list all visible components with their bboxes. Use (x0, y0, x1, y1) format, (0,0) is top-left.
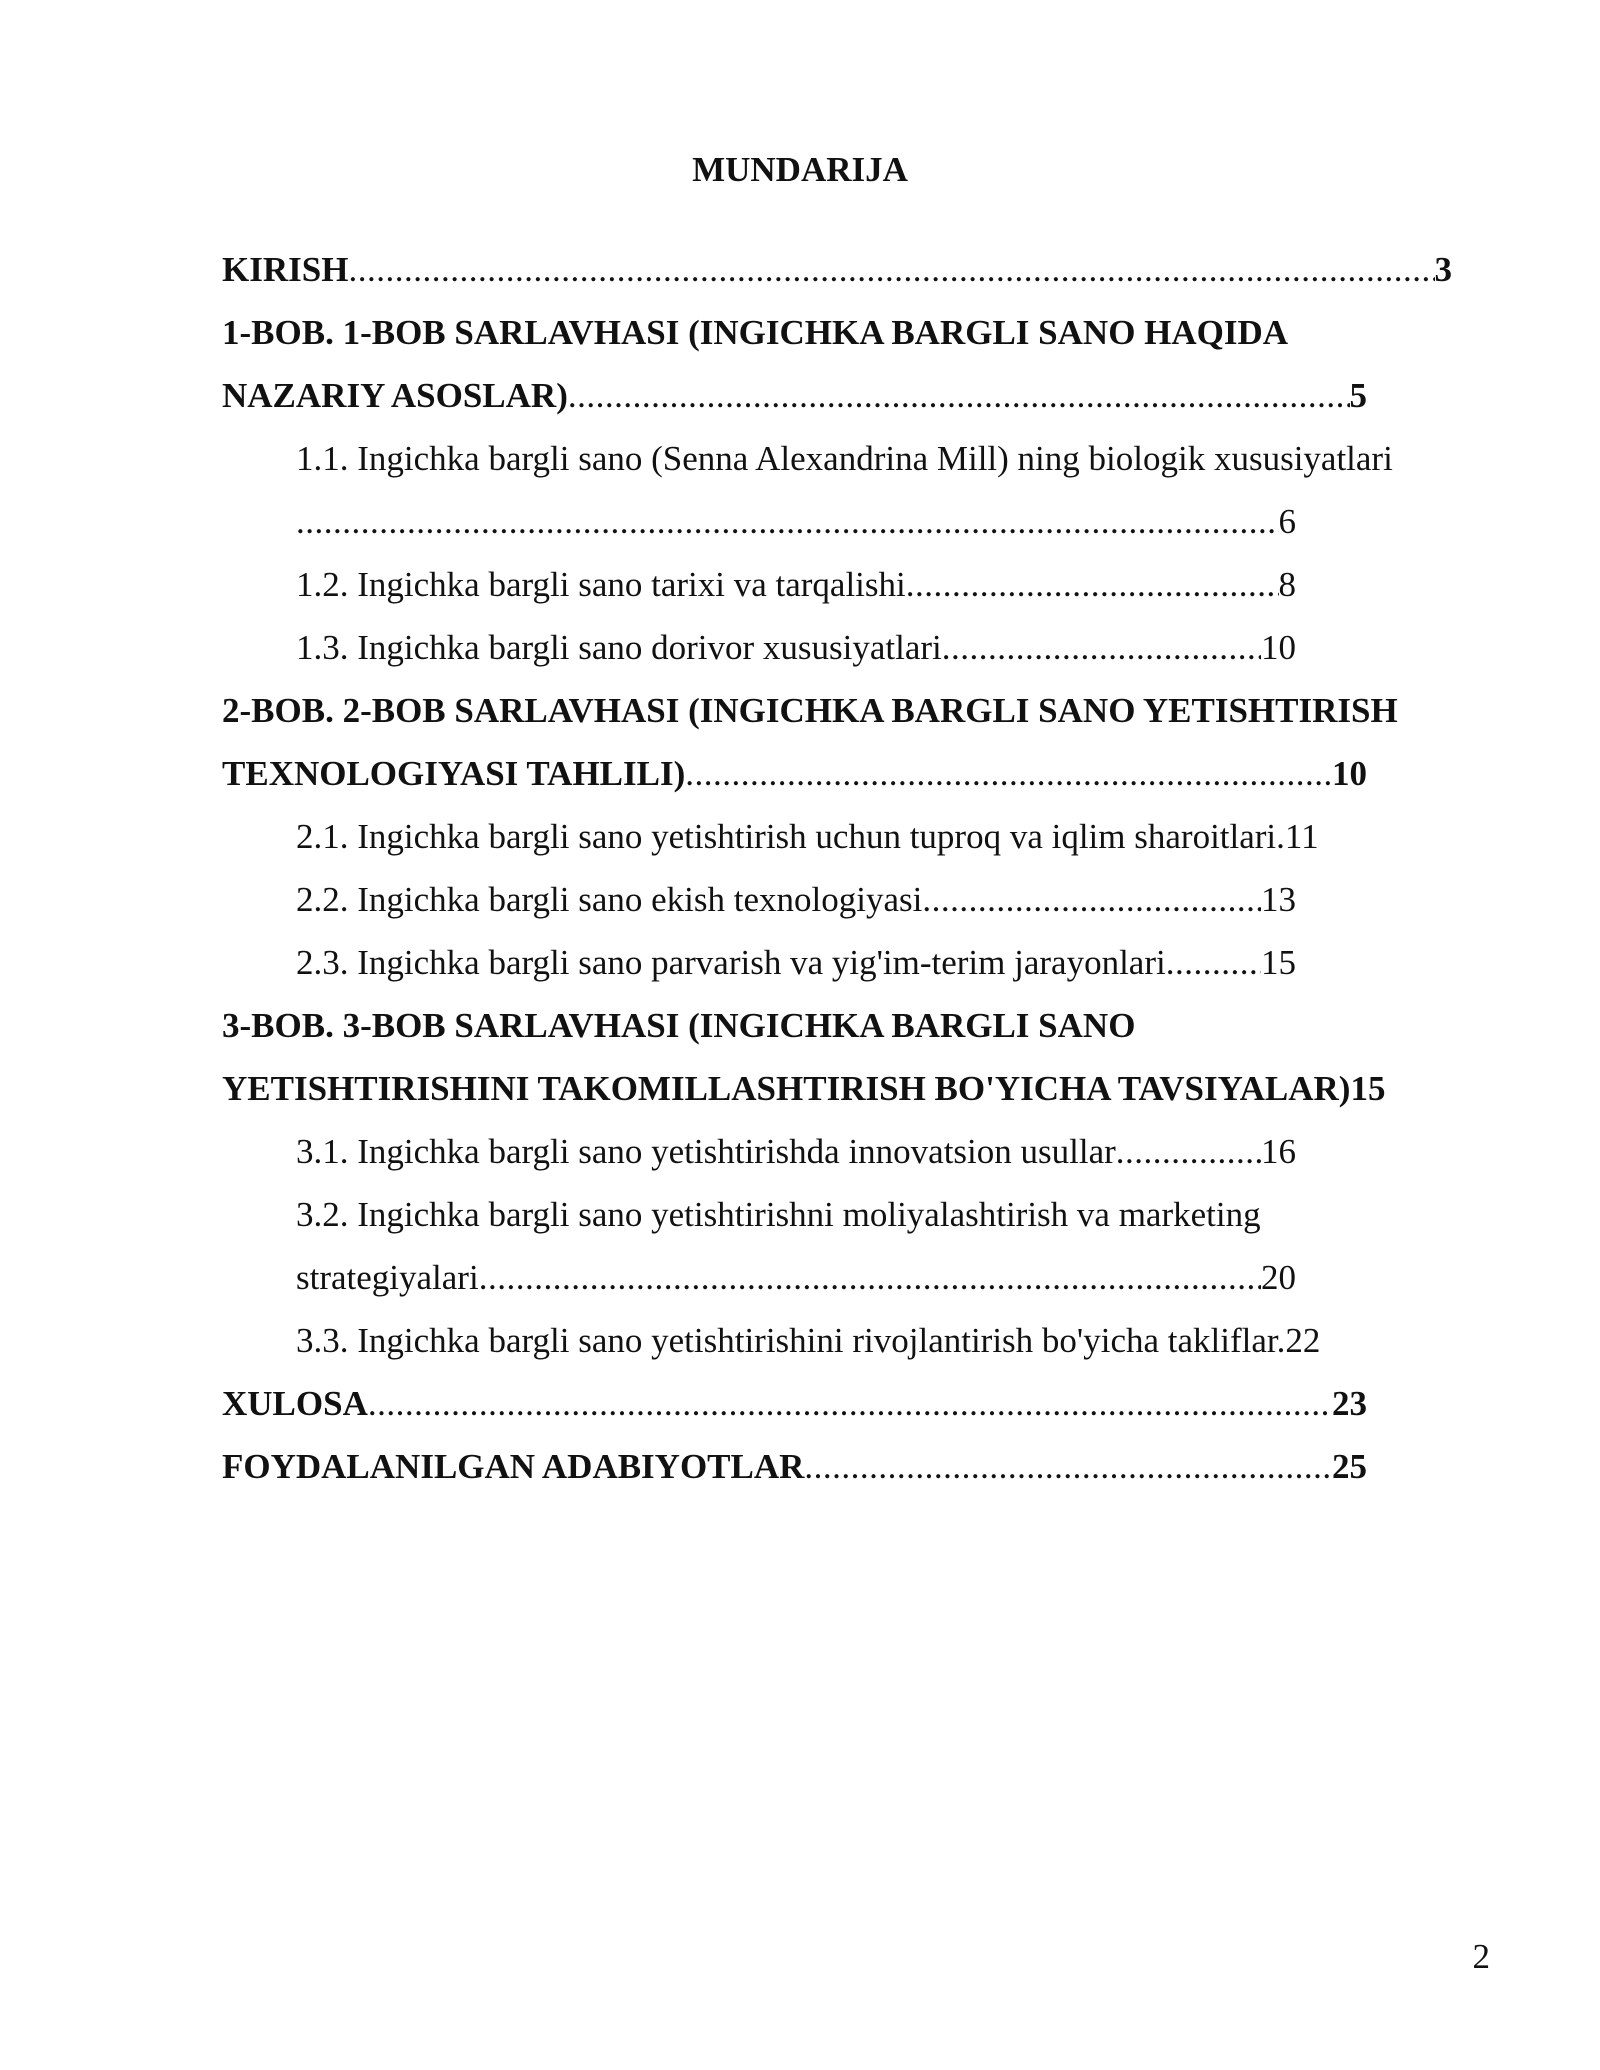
toc-entry-label: 1.1. Ingichka bargli sano (Senna Alexandrina Mill) ning biologik xususiyatlari (296, 439, 1393, 478)
toc-entry-label-continued: NAZARIY ASOSLAR) (222, 376, 568, 415)
dot-leader (804, 1435, 1332, 1498)
toc-page-number: 8 (1278, 565, 1296, 604)
dot-leader (922, 868, 1261, 931)
toc-entry-label: 2.1. Ingichka bargli sano yetishtirish uchun tuproq va iqlim sharoitlari. (296, 817, 1285, 856)
dot-leader (348, 238, 1434, 301)
toc-entry-label: XULOSA (222, 1384, 368, 1423)
toc-page-number: 16 (1261, 1132, 1296, 1171)
toc-entry-references[interactable] (222, 1435, 1452, 1498)
toc-entry-chapter-2[interactable] (222, 679, 1452, 805)
toc-entry-section-3-2[interactable] (296, 1183, 1380, 1309)
dot-leader (368, 1372, 1332, 1435)
dot-leader (479, 1246, 1261, 1309)
toc-entry-label: 1.2. Ingichka bargli sano tarixi va tarqalishi (296, 565, 906, 604)
toc-page-number: 25 (1332, 1447, 1367, 1486)
toc-entry-label: 3.2. Ingichka bargli sano yetishtirishni moliyalashtirish va marketing (296, 1195, 1261, 1234)
toc-entry-label: 2-BOB. 2-BOB SARLAVHASI (INGICHKA BARGLI SANO YETISHTIRISH (222, 691, 1398, 730)
toc-entry-conclusion[interactable] (222, 1372, 1452, 1435)
dot-leader (685, 742, 1332, 805)
toc-entry-chapter-3[interactable] (222, 994, 1452, 1120)
dot-leader (1116, 1120, 1261, 1183)
toc-page-number: 22 (1285, 1321, 1321, 1360)
toc-page-number: 3 (1434, 250, 1452, 289)
toc-entry-label: FOYDALANILGAN ADABIYOTLAR (222, 1447, 805, 1486)
toc-entry-chapter-1[interactable] (222, 301, 1452, 427)
toc-entry-label-continued: strategiyalari (296, 1258, 479, 1297)
toc-entry-section-1-2[interactable] (296, 553, 1380, 616)
toc-entry-introduction[interactable] (222, 238, 1452, 301)
toc-entry-section-2-2[interactable] (296, 868, 1380, 931)
toc-entry-label: 1.3. Ingichka bargli sano dorivor xususiyatlari (296, 628, 942, 667)
toc-entry-label: 1-BOB. 1-BOB SARLAVHASI (INGICHKA BARGLI SANO HAQIDA (222, 313, 1289, 352)
toc-entry-section-3-3[interactable] (296, 1309, 1380, 1372)
toc-page-number: 15 (1350, 1069, 1386, 1108)
toc-page-number: 23 (1332, 1384, 1367, 1423)
toc-entry-section-2-1[interactable] (296, 805, 1380, 868)
dot-leader (906, 553, 1279, 616)
toc-page-number: 20 (1261, 1258, 1296, 1297)
toc-entry-section-3-1[interactable] (296, 1120, 1380, 1183)
toc-entry-label-continued: TEXNOLOGIYASI TAHLILI) (222, 754, 686, 793)
toc-page-number: 13 (1261, 880, 1296, 919)
toc-entry-section-2-3[interactable] (296, 931, 1380, 994)
toc-entry-label: 2.3. Ingichka bargli sano parvarish va yig'im-terim jarayonlari (296, 943, 1166, 982)
toc-page-number: 5 (1349, 376, 1367, 415)
toc-page-number: 10 (1261, 628, 1296, 667)
toc-entry-label-continued: YETISHTIRISHINI TAKOMILLASHTIRISH BO'YICHA TAVSIYALAR) (222, 1069, 1351, 1108)
toc-page-number: 11 (1284, 817, 1319, 856)
dot-leader (942, 616, 1261, 679)
toc-entry-section-1-3[interactable] (296, 616, 1380, 679)
toc-entry-section-1-1[interactable] (296, 427, 1393, 553)
toc-entry-label: 3.3. Ingichka bargli sano yetishtirishini rivojlantirish bo'yicha takliflar. (296, 1321, 1286, 1360)
toc-entry-label: 3-BOB. 3-BOB SARLAVHASI (INGICHKA BARGLI SANO (222, 1006, 1136, 1045)
toc-entry-label: KIRISH (222, 250, 349, 289)
page-number: 2 (1472, 1937, 1490, 1976)
page-title: MUNDARIJA (692, 150, 908, 189)
table-of-contents (222, 238, 1452, 1498)
dot-leader (296, 490, 1279, 553)
dot-leader (568, 364, 1350, 427)
toc-page-number: 10 (1332, 754, 1367, 793)
toc-page-number: 15 (1261, 943, 1296, 982)
dot-leader (1166, 931, 1261, 994)
toc-entry-label: 3.1. Ingichka bargli sano yetishtirishda innovatsion usullar (296, 1132, 1116, 1171)
toc-page-number: 6 (1278, 502, 1296, 541)
toc-entry-label: 2.2. Ingichka bargli sano ekish texnologiyasi (296, 880, 923, 919)
